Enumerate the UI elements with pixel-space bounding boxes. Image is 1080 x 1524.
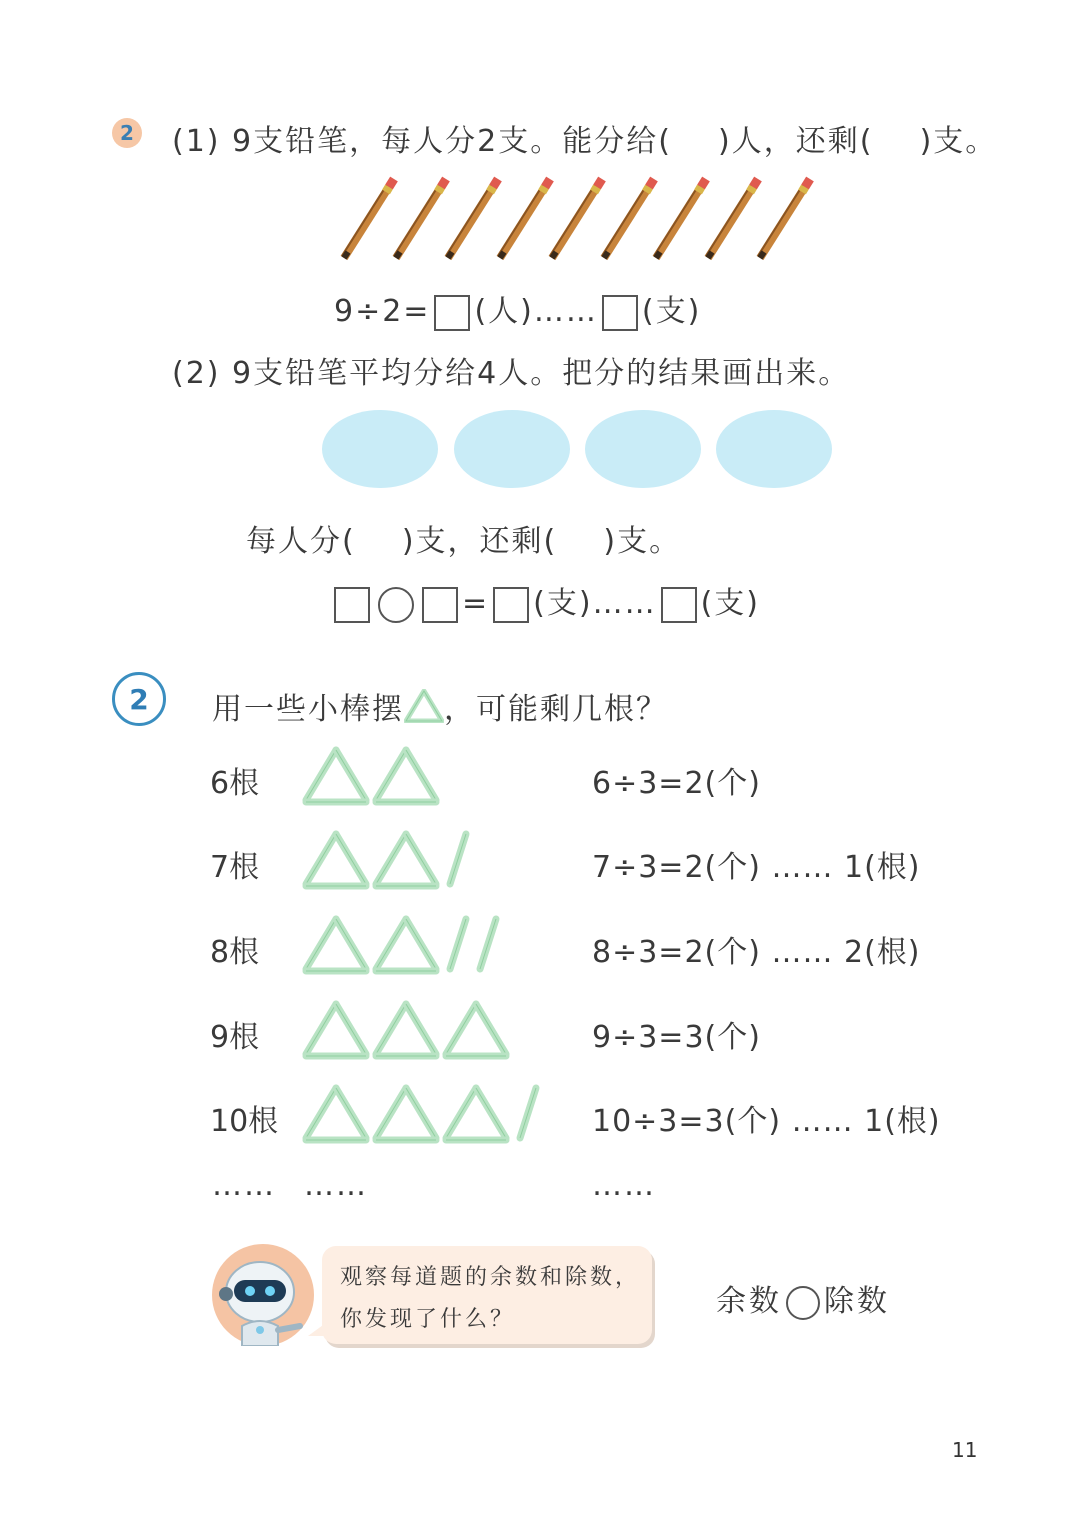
division-equation: 10÷3=3(个) …… 1(根) bbox=[592, 1104, 941, 1139]
answer-box-quotient[interactable] bbox=[434, 295, 470, 331]
drawing-oval-2[interactable] bbox=[454, 410, 570, 488]
speech-bubble bbox=[322, 1246, 652, 1344]
drawing-oval-1[interactable] bbox=[322, 410, 438, 488]
stick-count-label: 6根 bbox=[210, 766, 260, 801]
stick-count-label: 8根 bbox=[210, 935, 260, 970]
eq2-unit-2: (支) bbox=[700, 586, 760, 621]
stick-figure bbox=[300, 828, 560, 892]
division-equation: 8÷3=2(个) …… 2(根) bbox=[592, 935, 921, 970]
pencil-icon bbox=[602, 179, 654, 258]
stick-figure bbox=[300, 1082, 560, 1146]
stick-figure bbox=[300, 744, 560, 808]
stick-count-label: 7根 bbox=[210, 850, 260, 885]
bubble-line-1: 观察每道题的余数和除数， bbox=[340, 1265, 641, 1290]
stick-figure bbox=[300, 913, 560, 977]
dots-labels: …… bbox=[212, 1168, 276, 1203]
part2-question: (2) 9支铅笔平均分给4人。把分的结果画出来。 bbox=[172, 356, 851, 391]
division-equation: 7÷3=2(个) …… 1(根) bbox=[592, 850, 921, 885]
answer-box-remainder[interactable] bbox=[602, 295, 638, 331]
drawing-oval-4[interactable] bbox=[716, 410, 832, 488]
problem-badge-large: 2 bbox=[112, 672, 166, 726]
stick-count-label: 9根 bbox=[210, 1020, 260, 1055]
part1-question: (1) 9支铅笔，每人分2支。能分给( )人，还剩( )支。 bbox=[172, 124, 998, 159]
compare-statement bbox=[716, 1276, 890, 1320]
division-equation: 6÷3=2(个) bbox=[592, 766, 761, 801]
problem2-question bbox=[212, 684, 668, 728]
eq1-unit-pencil: (支) bbox=[641, 294, 702, 329]
page-number: 11 bbox=[952, 1438, 978, 1462]
question-text: 用一些小棒摆 bbox=[212, 692, 404, 727]
pencil-icon bbox=[758, 179, 810, 258]
pencil-icon bbox=[446, 179, 498, 258]
pencils-illustration bbox=[330, 170, 830, 270]
division-equation-1 bbox=[334, 286, 701, 331]
stick-count-label: 10根 bbox=[210, 1104, 279, 1139]
pencil-icon bbox=[706, 179, 758, 258]
dots-equations: …… bbox=[592, 1168, 656, 1203]
eq2-unit-1: (支) bbox=[533, 586, 593, 621]
answer-box-quotient-2[interactable] bbox=[493, 587, 529, 623]
eq2-equals: = bbox=[462, 586, 490, 621]
compare-circle[interactable] bbox=[786, 1286, 820, 1320]
answer-box-remainder-2[interactable] bbox=[661, 587, 697, 623]
eq1-dots: …… bbox=[533, 294, 598, 329]
drawing-oval-3[interactable] bbox=[585, 410, 701, 488]
compare-left: 余数 bbox=[716, 1284, 782, 1319]
dots-sticks: …… bbox=[304, 1168, 368, 1203]
robot-icon bbox=[212, 1244, 314, 1346]
pencil-icon bbox=[550, 179, 602, 258]
pencil-icon bbox=[654, 179, 706, 258]
triangle-icon bbox=[404, 689, 444, 723]
eq1-unit-people: (人) bbox=[474, 294, 534, 329]
answer-circle-operator[interactable] bbox=[378, 587, 414, 623]
answer-box-divisor[interactable] bbox=[422, 587, 458, 623]
division-equation-2 bbox=[330, 578, 760, 623]
pencil-icon bbox=[342, 179, 394, 258]
bubble-line-2: 你发现了什么？ bbox=[340, 1307, 516, 1332]
pencil-icon bbox=[394, 179, 446, 258]
eq1-start: 9÷2= bbox=[334, 294, 431, 329]
problem-badge-small: 2 bbox=[112, 118, 142, 148]
question-text-end: ，可能剩几根？ bbox=[444, 692, 668, 727]
pencil-icon bbox=[498, 179, 550, 258]
answer-box-dividend[interactable] bbox=[334, 587, 370, 623]
stick-figure bbox=[300, 998, 560, 1062]
robot-avatar bbox=[212, 1244, 314, 1346]
division-equation: 9÷3=3(个) bbox=[592, 1020, 761, 1055]
fill-in-sentence: 每人分( )支，还剩( )支。 bbox=[246, 524, 682, 559]
eq2-dots: …… bbox=[592, 586, 657, 621]
compare-right: 除数 bbox=[824, 1284, 890, 1319]
